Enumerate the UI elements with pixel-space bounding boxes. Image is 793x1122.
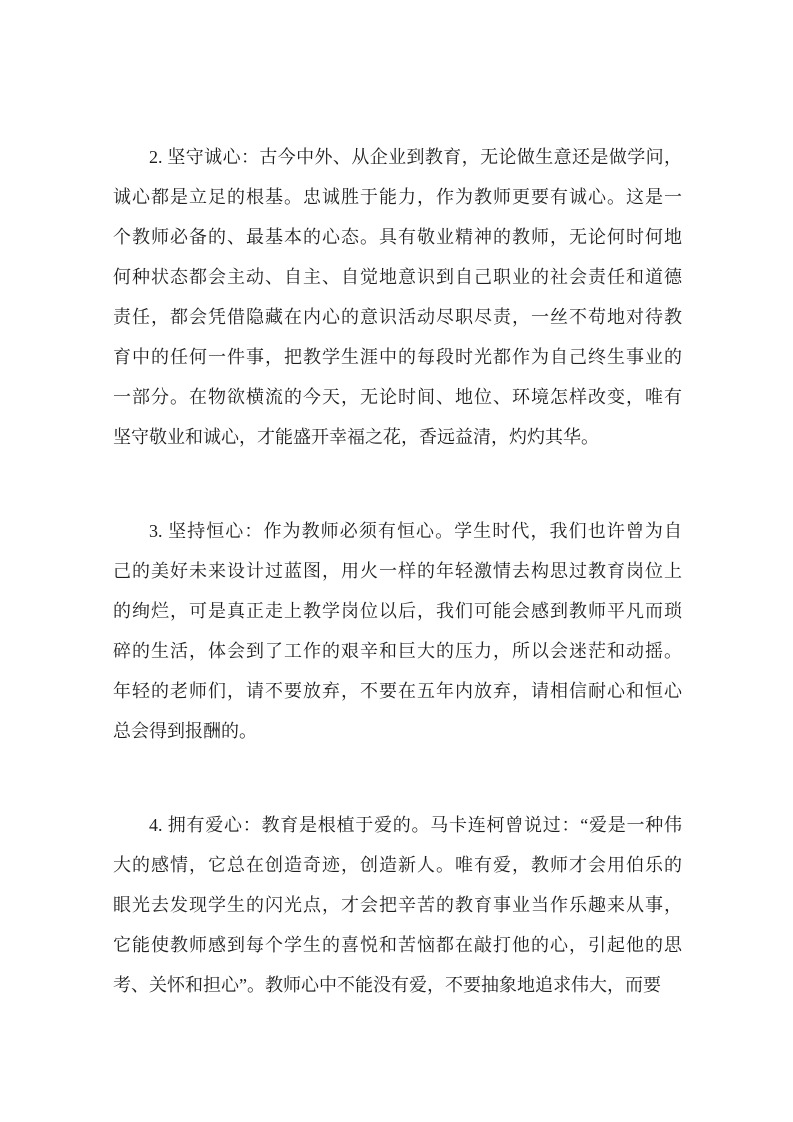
text-line: 2. 坚守诚心：古今中外、从企业到教育，无论做生意还是做学问， <box>149 147 682 167</box>
text-line: 的绚烂，可是真正走上教学岗位以后，我们可能会感到教师平凡而琐 <box>113 601 682 621</box>
text-line: 坚守敬业和诚心，才能盛开幸福之花，香远益清，灼灼其华。 <box>113 427 599 447</box>
text-line: 它能使教师感到每个学生的喜悦和苦恼都在敲打他的心，引起他的思 <box>113 935 682 955</box>
text-line: 考、关怀和担心”。教师心中不能没有爱，不要抽象地追求伟大，而要 <box>113 975 661 995</box>
text-line: 个教师必备的、最基本的心态。具有敬业精神的教师，无论何时何地 <box>113 227 682 247</box>
paragraph-integrity <box>113 137 682 457</box>
text-line: 诚心都是立足的根基。忠诚胜于能力，作为教师更要有诚心。这是一 <box>113 187 682 207</box>
paragraph-perseverance <box>113 511 682 751</box>
text-line: 己的美好未来设计过蓝图，用火一样的年轻激情去构思过教育岗位上 <box>113 561 682 581</box>
text-line: 责任，都会凭借隐藏在内心的意识活动尽职尽责，一丝不苟地对待教 <box>113 307 682 327</box>
text-body <box>113 137 682 1005</box>
text-line: 育中的任何一件事，把教学生涯中的每段时光都作为自己终生事业的 <box>113 347 682 367</box>
text-line: 总会得到报酬的。 <box>113 721 257 741</box>
text-line: 年轻的老师们，请不要放弃，不要在五年内放弃，请相信耐心和恒心 <box>113 681 682 701</box>
text-line: 4. 拥有爱心：教育是根植于爱的。马卡连柯曾说过：“爱是一种伟 <box>149 815 682 835</box>
text-line: 大的感情，它总在创造奇迹，创造新人。唯有爱，教师才会用伯乐的 <box>113 855 682 875</box>
paragraph-love <box>113 805 682 1005</box>
text-line: 一部分。在物欲横流的今天，无论时间、地位、环境怎样改变，唯有 <box>113 387 682 407</box>
text-line: 何种状态都会主动、自主、自觉地意识到自己职业的社会责任和道德 <box>113 267 682 287</box>
text-line: 眼光去发现学生的闪光点，才会把辛苦的教育事业当作乐趣来从事， <box>113 895 682 915</box>
text-line: 碎的生活，体会到了工作的艰辛和巨大的压力，所以会迷茫和动摇。 <box>113 641 682 661</box>
text-line: 3. 坚持恒心：作为教师必须有恒心。学生时代，我们也许曾为自 <box>149 521 682 541</box>
